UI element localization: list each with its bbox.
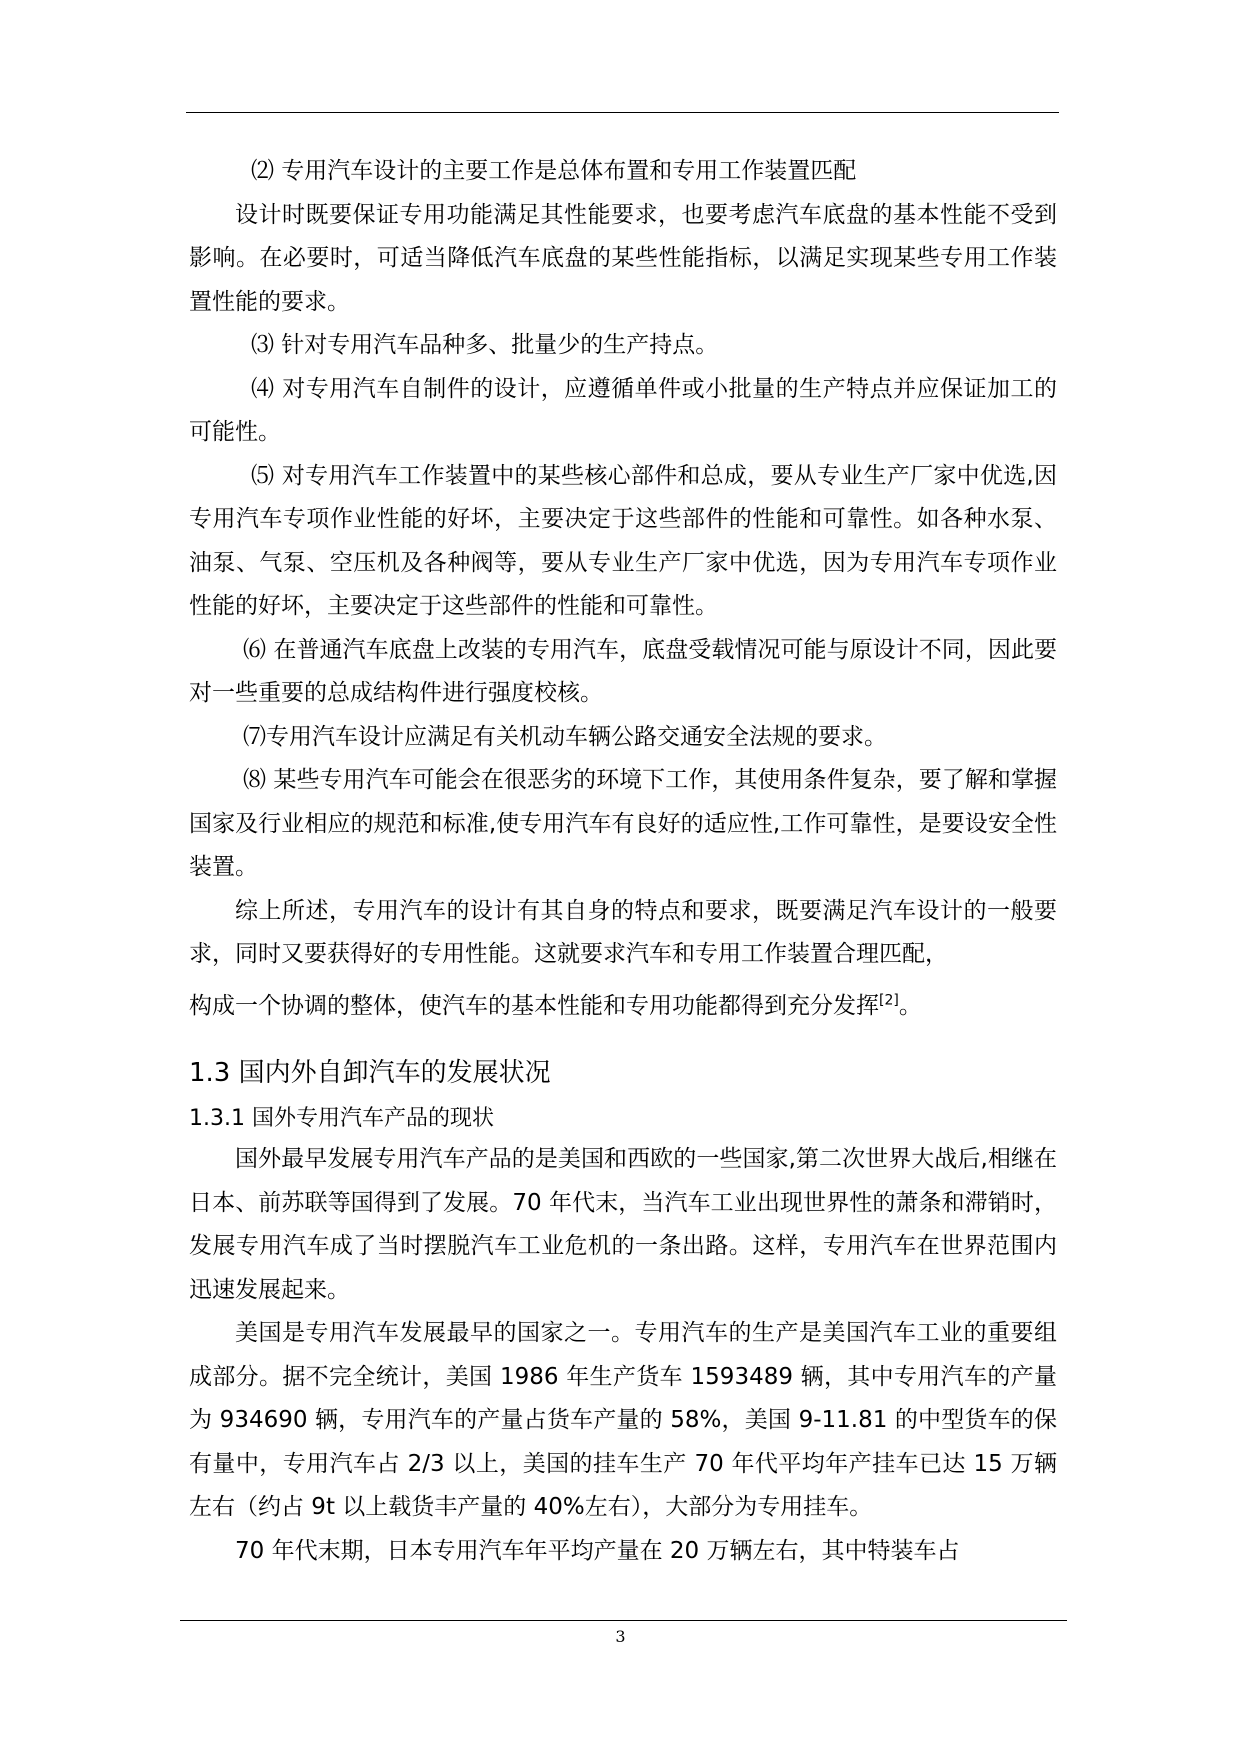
cite-paragraph-text: 构成一个协调的整体，使汽车的基本性能和专用功能都得到充分发挥	[189, 992, 879, 1019]
cite-paragraph	[189, 985, 1057, 1029]
footer-rule	[180, 1620, 1067, 1621]
paragraph: ⑷ 对专用汽车自制件的设计，应遵循单件或小批量的生产特点并应保证加工的可能性。	[189, 375, 1057, 445]
page-number: 3	[615, 1627, 626, 1646]
paragraph: 设计时既要保证专用功能满足其性能要求，也要考虑汽车底盘的基本性能不受到影响。在必要时，可适当降低汽车底盘的某些性能指标，以满足实现某些专用工作装置性能的要求。	[189, 201, 1057, 315]
paragraph: 综上所述，专用汽车的设计有其自身的特点和要求，既要满足汽车设计的一般要求，同时又要获得好的专用性能。这就要求汽车和专用工作装置合理匹配，	[189, 897, 1057, 967]
citation-mark[interactable]: [2]	[879, 991, 899, 1008]
top-paragraphs	[189, 150, 1057, 977]
header-rule	[186, 112, 1059, 113]
paragraph: 美国是专用汽车发展最早的国家之一。专用汽车的生产是美国汽车工业的重要组成部分。据不完全统计，美国 1986 年生产货车 1593489 辆，其中专用汽车的产量为 934690 辆，专用汽车的产量占货车产量的 58%，美国 9-11.81 的中型货车的保有量中，专用汽车占 2/3 以上，美国的挂车生产 70 年代平均年产挂车已达 15 万辆左右（约占 9t 以上载货丰产量的 40%左右），大部分为专用挂车。	[189, 1320, 1057, 1520]
paragraph: ⑺专用汽车设计应满足有关机动车辆公路交通安全法规的要求。	[243, 723, 887, 750]
page-content	[189, 150, 1057, 1573]
paragraph: ⑹ 在普通汽车底盘上改装的专用汽车，底盘受载情况可能与原设计不同，因此要对一些重要的总成结构件进行强度校核。	[189, 636, 1057, 706]
paragraph: 国外最早发展专用汽车产品的是美国和西欧的一些国家,第二次世界大战后,相继在日本、前苏联等国得到了发展。70 年代末，当汽车工业出现世界性的萧条和滞销时，发展专用汽车成了当时摆脱汽车工业危机的一条出路。这样，专用汽车在世界范围内迅速发展起来。	[189, 1146, 1057, 1303]
paragraph: 70 年代末期，日本专用汽车年平均产量在 20 万辆左右，其中特装车占	[235, 1537, 960, 1564]
paragraph: ⑵ 专用汽车设计的主要工作是总体布置和专用工作装置匹配	[251, 158, 857, 184]
section-heading: 1.3 国内外自卸汽车的发展状况	[189, 1058, 551, 1088]
subsection-heading: 1.3.1 国外专用汽车产品的现状	[189, 1106, 494, 1131]
paragraph: ⑻ 某些专用汽车可能会在很恶劣的环境下工作，其使用条件复杂，要了解和掌握国家及行业相应的规范和标准,使专用汽车有良好的适应性,工作可靠性，是要设安全性装置。	[189, 767, 1057, 880]
cite-paragraph-tail: 。	[898, 992, 922, 1019]
paragraph: ⑶ 针对专用汽车品种多、批量少的生产持点。	[251, 332, 719, 358]
paragraph: ⑸ 对专用汽车工作装置中的某些核心部件和总成，要从专业生产厂家中优选,因专用汽车专项作业性能的好坏，主要决定于这些部件的性能和可靠性。如各种水泵、油泵、气泵、空压机及各种阀等，要从专业生产厂家中优选，因为专用汽车专项作业性能的好坏，主要决定于这些部件的性能和可靠性。	[189, 462, 1057, 619]
bottom-paragraphs	[189, 1138, 1057, 1573]
